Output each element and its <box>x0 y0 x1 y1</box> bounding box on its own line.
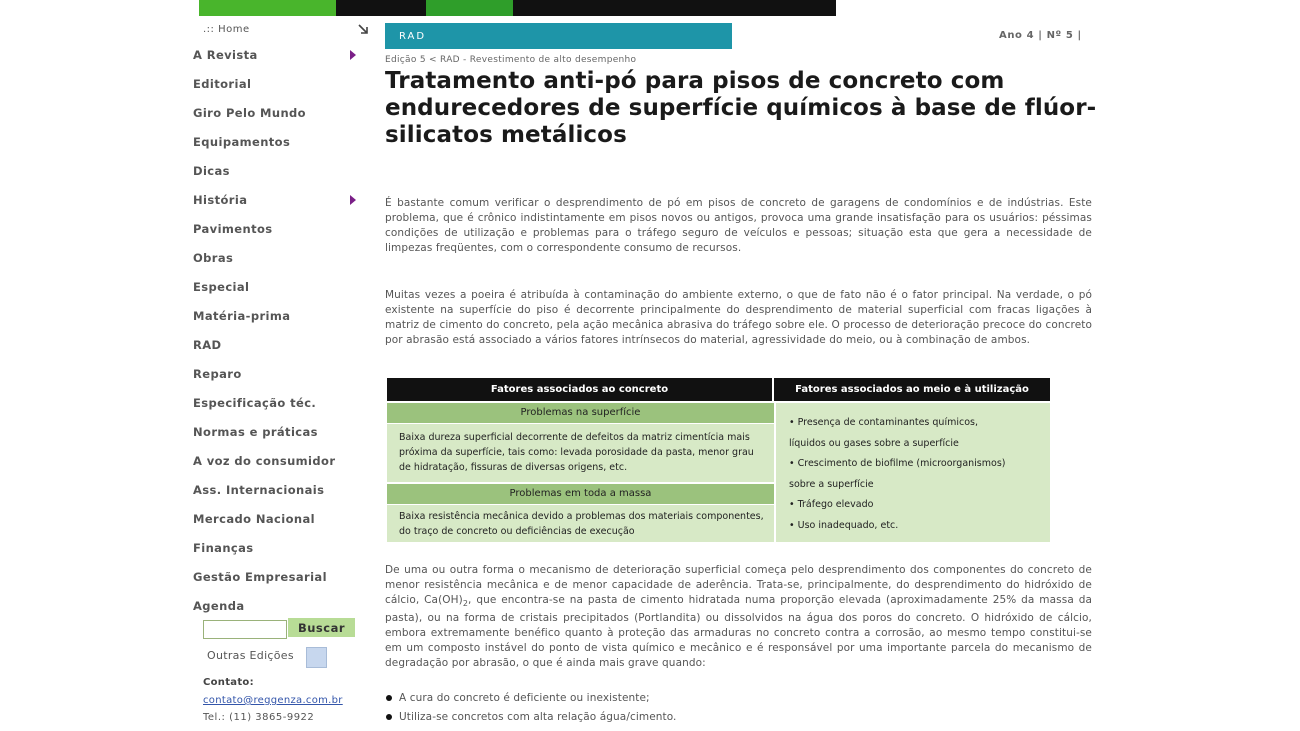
list-item-text: Utiliza-se concretos com alta relação água/cimento. <box>399 711 677 723</box>
table-cell <box>776 403 1050 542</box>
home-link[interactable]: .:: Home <box>203 24 250 35</box>
condition-list <box>385 689 677 727</box>
environment-factors-list <box>789 413 1044 536</box>
list-item: sobre a superfície <box>789 478 874 490</box>
sidebar-item[interactable] <box>193 192 363 221</box>
paragraph: Muitas vezes a poeira é atribuída à contaminação do ambiente externo, o que de fato não é o fator principal. Na verdade, o pó existente na superfície do piso é decorrente principalmente do desprendimento de material superficial com fracas ligações à matriz de cimento do concreto, pela ação mecânica abrasiva do tráfego sobre ele. O processo de deterioração precoce do concreto por abrasão está associado a vários fatores intrínsecos do material, agressividade do meio, ou à combinação de ambos. <box>385 289 1092 346</box>
sidebar-item-label: Gestão Empresarial <box>193 570 327 584</box>
banner-segment <box>199 0 336 16</box>
issue-info: Ano 4 | Nº 5 | <box>999 30 1082 41</box>
banner-segment <box>513 0 836 16</box>
submenu-arrow-icon <box>350 195 356 205</box>
sidebar-item[interactable] <box>193 337 363 366</box>
section-title: RAD <box>399 31 427 42</box>
sidebar-item[interactable] <box>193 163 363 192</box>
sidebar-item-label: Obras <box>193 251 234 265</box>
other-editions-select[interactable] <box>306 647 327 668</box>
top-banner <box>199 0 836 16</box>
sidebar-item[interactable] <box>193 540 363 569</box>
sidebar-item-label: Dicas <box>193 164 230 178</box>
sidebar-item[interactable] <box>193 453 363 482</box>
sidebar-item[interactable] <box>193 569 363 598</box>
search-input[interactable] <box>203 620 287 639</box>
sidebar-item-label: História <box>193 193 248 207</box>
sidebar-item-label: Giro Pelo Mundo <box>193 106 306 120</box>
contact-email-link[interactable]: contato@reggenza.com.br <box>203 695 343 706</box>
list-item: líquidos ou gases sobre a superfície <box>789 437 959 449</box>
sidebar-item-label: Finanças <box>193 541 254 555</box>
paragraph <box>385 563 1092 671</box>
table-subheader: Problemas em toda a massa <box>387 484 774 504</box>
sidebar-nav <box>193 47 363 627</box>
sidebar-item[interactable] <box>193 134 363 163</box>
bullet-icon <box>386 695 392 701</box>
other-editions-label: Outras Edições <box>207 649 294 662</box>
sidebar-item[interactable] <box>193 221 363 250</box>
sidebar-item[interactable] <box>193 105 363 134</box>
list-item-text: A cura do concreto é deficiente ou inexistente; <box>399 692 650 704</box>
list-item: • Presença de contaminantes químicos, <box>789 417 978 428</box>
bullet-icon <box>386 714 392 720</box>
section-header <box>385 23 732 49</box>
sidebar-item-label: A Revista <box>193 48 258 62</box>
contact-label: Contato: <box>203 677 254 688</box>
subscript: 2 <box>462 599 469 609</box>
sidebar-item[interactable] <box>193 482 363 511</box>
breadcrumb: Edição 5 < RAD - Revestimento de alto desempenho <box>385 55 637 65</box>
list-item: • Crescimento de biofilme (microorganismos) <box>789 458 1006 469</box>
article-title: Tratamento anti-pó para pisos de concreto com endurecedores de superfície químicos à base de flúor-silicatos metálicos <box>385 68 1097 148</box>
sidebar-item[interactable] <box>193 76 363 105</box>
paragraph-text: , que encontra-se na pasta de cimento hidratada numa proporção elevada (aproximadamente 25% da massa da pasta), ou na forma de cristais precipitados (Portlandita) ou dissolvidos na água dos poros do concreto. O hidróxido de cálcio, embora extremamente benéfico quanto à proteção das armaduras no concreto contra a corrosão, ao mesmo tempo constitui-se em um composto instável do ponto de vista químico e mecânico e é responsável por uma importante parcela do mecanismo de degradação por abrasão, o que é ainda mais grave quando: <box>385 594 1092 670</box>
sidebar-item-label: Especificação téc. <box>193 396 317 410</box>
sidebar-item-label: Ass. Internacionais <box>193 483 325 497</box>
table-cell-text: Baixa resistência mecânica devido a problemas dos materiais componentes, do traço de concreto ou deficiências de execução <box>399 511 764 537</box>
list-item <box>385 689 677 708</box>
table-cell <box>387 424 774 482</box>
banner-segment <box>426 0 513 16</box>
table-cell-text: Baixa dureza superficial decorrente de defeitos da matriz cimentícia mais próxima da superfície, tais como: levada porosidade da pasta, menor grau de hidratação, fissuras de diversas origens, etc. <box>399 432 754 473</box>
search-button[interactable]: Buscar <box>288 618 355 637</box>
table-subheader: Problemas na superfície <box>387 403 774 423</box>
table-cell <box>387 505 774 542</box>
arrow-down-right-icon[interactable] <box>357 23 369 35</box>
sidebar-item-label: Equipamentos <box>193 135 291 149</box>
sidebar-item-label: Reparo <box>193 367 242 381</box>
sidebar-item-label: Normas e práticas <box>193 425 318 439</box>
paragraph: É bastante comum verificar o desprendimento de pó em pisos de concreto de garagens de condomínios e de indústrias. Este problema, que é crônico indistintamente em pisos novos ou antigos, provoca uma grande insatisfação para os usuários: péssimas condições de utilização e problemas para o tráfego seguro de veículos e pessoas; situação esta que gera a necessidade de limpezas freqüentes, com o correspondente consumo de recursos. <box>385 197 1092 254</box>
sidebar-item-label: Especial <box>193 280 250 294</box>
sidebar-item[interactable] <box>193 511 363 540</box>
sidebar-item[interactable] <box>193 395 363 424</box>
submenu-arrow-icon <box>350 50 356 60</box>
paragraph-text: De uma ou outra forma o mecanismo de deterioração superficial começa pelo desprendimento dos componentes do concreto de menor resistência mecânica e de menor capacidade de aderência. Trata-se, principalmente, do desprendimento do hidróxido de cálcio, Ca(OH) <box>385 564 1092 606</box>
contact-phone: Tel.: (11) 3865-9922 <box>203 712 315 723</box>
banner-segment <box>336 0 426 16</box>
sidebar-item-label: Editorial <box>193 77 252 91</box>
table-header-right: Fatores associados ao meio e à utilização <box>774 378 1050 401</box>
sidebar-item-label: Mercado Nacional <box>193 512 315 526</box>
sidebar-item-label: RAD <box>193 338 222 352</box>
list-item <box>385 708 677 727</box>
sidebar-item[interactable] <box>193 279 363 308</box>
list-item: • Uso inadequado, etc. <box>789 519 899 531</box>
sidebar-item[interactable] <box>193 366 363 395</box>
sidebar-item[interactable] <box>193 250 363 279</box>
sidebar-item-label: Pavimentos <box>193 222 273 236</box>
sidebar-item[interactable] <box>193 47 363 76</box>
sidebar-item-label: Agenda <box>193 599 245 613</box>
table-header-left: Fatores associados ao concreto <box>387 378 772 401</box>
sidebar-item[interactable] <box>193 424 363 453</box>
sidebar-item[interactable] <box>193 308 363 337</box>
sidebar-item-label: Matéria-prima <box>193 309 291 323</box>
list-item: • Tráfego elevado <box>789 499 874 510</box>
sidebar-item-label: A voz do consumidor <box>193 454 336 468</box>
factors-table <box>387 378 1050 542</box>
